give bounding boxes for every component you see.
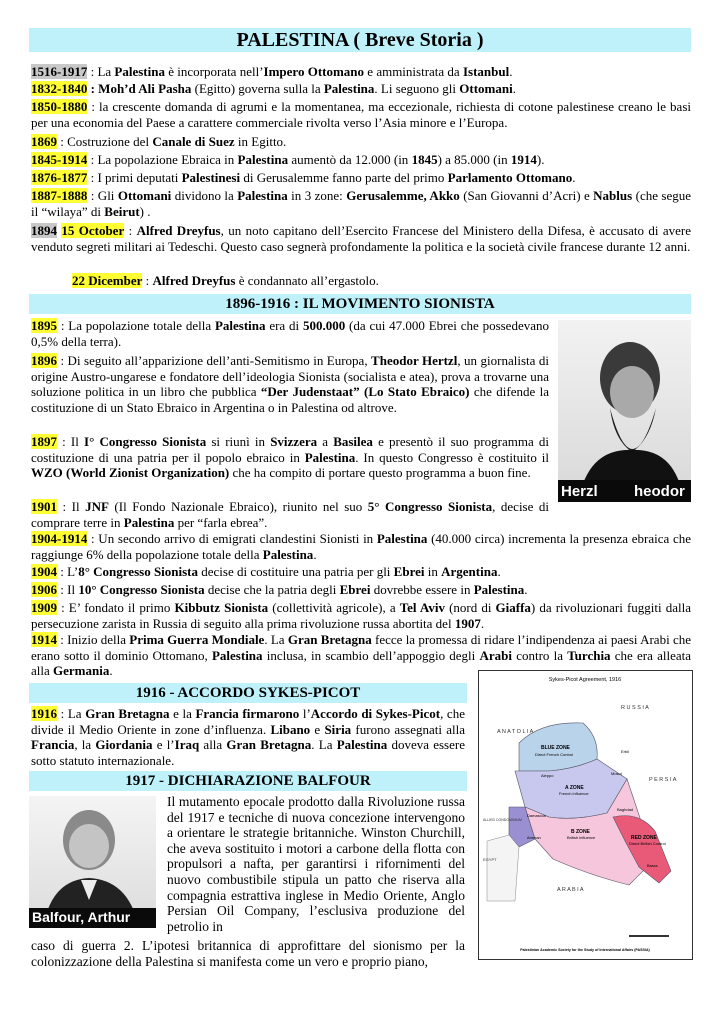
year-label: 1516-1917	[31, 64, 88, 79]
map-label-a-zone-sub: French influence	[559, 791, 589, 796]
map-label-allied: ALLIED CONDOMINIUM	[483, 818, 522, 822]
map-label-arabia: A R A B I A	[557, 887, 584, 893]
entry-1896: 1896 : Di seguito all’apparizione dell’anti-Semitismo in Europa, Theodor Hertzl, un giornalista di origine Austro-ungarese e fondatore dell’ideologia Sionista (socialista e atea), prova a trovarne una soluzione politica in un libro che pubblica “Der Judenstaat” (Lo Stato Ebraico) che difende la costituzione di un Stato Ebraico in Argentina o in Palestina od altrove.	[31, 353, 550, 415]
entry-1916: 1916 : La Gran Bretagna e la Francia firmarono l’Accordo di Sykes-Picot, che divide il Medio Oriente in zone d’influenza. Libano e Siria furono assegnati alla Francia, la Giordania e l’Iraq alla Gran Bretagna. La Palestina doveva essere sotto statuto internazionale.	[31, 706, 465, 768]
year-label: 1876-1877	[31, 170, 88, 185]
year-label: 1845-1914	[31, 152, 88, 167]
photo-caption: Balfour, Arthur	[32, 909, 131, 925]
herzl-photo	[558, 320, 691, 502]
section-title-sykes-picot: 1916 - ACCORDO SYKES-PICOT	[29, 683, 467, 703]
date-label: 15 October	[61, 223, 125, 238]
photo-caption: Herzl	[561, 483, 598, 500]
entry-1909: 1909 : E’ fondato il primo Kibbutz Sionista (collettività agricole), a Tel Aviv (nord di Giaffa) da rivoluzionari fuggiti dalla persecuzione zarista in Russia di seguito alla prima rivoluzione russa abortita del 1907.	[31, 600, 691, 631]
map-label-b-zone: B ZONE	[571, 829, 590, 835]
balfour-paragraph-cont: caso di guerra 2. L’ipotesi britannica di approfittare del sionismo per la colonizzazione della Palestina si manifesta come un vero e proprio piano,	[31, 938, 465, 969]
entry-1901: 1901 : Il JNF (Il Fondo Nazionale Ebraico), riunito nel suo 5° Congresso Sionista, decise di comprare terre in Palestina per “farla ebrea”.	[31, 499, 550, 530]
entry-1906: 1906 : Il 10° Congresso Sionista decise che la patria degli Ebrei dovrebbe essere in Palestina.	[31, 582, 528, 597]
page-title: PALESTINA ( Breve Storia )	[29, 28, 691, 52]
map-city-basra: Basra	[647, 863, 658, 868]
map-label-red-zone: RED ZONE	[631, 835, 657, 841]
photo-caption: heodor	[634, 483, 685, 500]
year-label: 1904	[31, 564, 57, 579]
entry-22-dec: 22 Dicember : Alfred Dreyfus è condannato all’ergastolo.	[72, 273, 379, 288]
map-label-red-zone-sub: Direct British Control	[629, 841, 666, 846]
map-city-mosul: Mosul	[611, 771, 622, 776]
map-city-erbil: Erbil	[621, 749, 630, 754]
year-label: 1887-1888	[31, 188, 88, 203]
entry-1516: 1516-1917 : La Palestina è incorporata nell’Impero Ottomano e amministrata da Istanbul.	[31, 64, 513, 79]
entry-1904-1914: 1904-1914 : Un secondo arrivo di emigrati clandestini Sionisti in Palestina (40.000 circa) incrementa la presenza ebraica che raggiunge 6% della popolazione totale della Palestina.	[31, 531, 691, 562]
map-label-persia: P E R S I A	[649, 777, 677, 783]
entry-1894: 1894 15 October : Alfred Dreyfus, un noto capitano dell’Esercito Francese del Ministero della Difesa, è accusato di avere venduto segreti militari ai Tedeschi. Questo caso segnerà profondamente la politica e la società civile francese durante 12 anni.	[31, 223, 691, 254]
map-scale-bar	[629, 935, 669, 937]
entry-1850: 1850-1880 : la crescente domanda di agrumi e la momentanea, ma eccezionale, richiesta di cotone palestinese creano le basi per una economia del Paese a carattere commerciale rivolta verso l’Asia minore e l’Europa.	[31, 99, 691, 130]
year-label: 1850-1880	[31, 99, 88, 114]
map-label-egypt: EGYPT	[483, 857, 497, 862]
balfour-paragraph: Il mutamento epocale prodotto dalla Rivoluzione russa del 1917 e tecniche di nuova concezione intervengono a orientare le strategie britanniche. Winston Churchill, che aveva sostituito i motori a carbone della flotta con propulsori a nafta, per garantirsi i rifornimenti del nuovo combustibile stipula un patto che riserva alla compagnia estrattiva inglese in Medio Oriente, Anglo Persian Oil Company, l’esclusiva produzione del petrolio in	[167, 794, 465, 934]
map-label-a-zone: A ZONE	[565, 785, 584, 791]
entry-1914: 1914 : Inizio della Prima Guerra Mondiale. La Gran Bretagna fecce la promessa di ridare l’indipendenza ai paesi Arabi che erano sotto il dominio Ottomano, Palestina inclusa, in scambio dell’appoggio degli Arabi contro la Turchia che era alleata alla Germania.	[31, 632, 691, 679]
entry-1845: 1845-1914 : La popolazione Ebraica in Palestina aumentò da 12.000 (in 1845) a 85.000 (in 1914).	[31, 152, 545, 167]
entry-1887: 1887-1888 : Gli Ottomani dividono la Palestina in 3 zone: Gerusalemme, Akko (San Giovanni d’Acri) e Nablus (che segue il “wilaya” di Beirut) .	[31, 188, 692, 219]
year-label: 1909	[31, 600, 57, 615]
map-label-b-zone-sub: British influence	[567, 835, 596, 840]
herzl-portrait-icon	[558, 320, 691, 502]
balfour-photo	[29, 796, 156, 928]
entry-1832: 1832-1840 : Moh’d Ali Pasha (Egitto) governa sulla la Palestina. Li seguono gli Ottomani.	[31, 81, 516, 96]
entry-1876: 1876-1877 : I primi deputati Palestinesi di Gerusalemme fanno parte del primo Parlamento Ottomano.	[31, 170, 576, 185]
year-label: 1901	[31, 499, 57, 514]
year-label: 1906	[31, 582, 57, 597]
entry-1869: 1869 : Costruzione del Canale di Suez in Egitto.	[31, 134, 287, 149]
year-label: 1914	[31, 632, 57, 647]
section-title-balfour: 1917 - DICHIARAZIONE BALFOUR	[29, 771, 467, 791]
entry-1895: 1895 : La popolazione totale della Palestina era di 500.000 (da cui 47.000 Ebrei che possedevano 0,5% della terra).	[31, 318, 549, 349]
year-label: 1869	[31, 134, 57, 149]
year-label: 1897	[31, 434, 57, 449]
year-label: 1895	[31, 318, 57, 333]
map-label-russia: R U S S I A	[621, 705, 649, 711]
year-label: 1894	[31, 223, 57, 238]
map-title: Sykes-Picot Agreement, 1916	[548, 677, 622, 683]
map-city-baghdad: Baghdad	[617, 807, 634, 812]
entry-1897: 1897 : Il I° Congresso Sionista si riunì in Svizzera a Basilea e presentò il suo programma di costituzione di una patria per il popolo ebraico in Palestina. In questo Congresso è costituito il WZO (World Zionist Organization) che ha compito di portare questo programma a buon fine.	[31, 434, 549, 481]
map-label-blue-zone-sub: Direct French Control	[535, 752, 574, 757]
date-label: 22 Dicember	[72, 273, 143, 288]
year-label: 1916	[31, 706, 57, 721]
year-label: 1832-1840	[31, 81, 88, 96]
map-city-damascus: Damascus	[527, 813, 546, 818]
map-footer: Palestinian Academic Society for the Study of International Affairs (PASSIA)	[520, 948, 650, 952]
map-city-amman: Amman	[527, 835, 541, 840]
entry-1904: 1904 : L’8° Congresso Sionista decise di costituire una patria per gli Ebrei in Argentina.	[31, 564, 501, 579]
map-label-anatolia: A N A T O L I A	[497, 729, 534, 735]
map-city-aleppo: Aleppo	[541, 773, 554, 778]
map-label-blue-zone: BLUE ZONE	[541, 745, 570, 751]
year-label: 1896	[31, 353, 57, 368]
section-title-sionismo: 1896-1916 : IL MOVIMENTO SIONISTA	[29, 294, 691, 314]
sykes-picot-map	[478, 670, 693, 960]
year-label: 1904-1914	[31, 531, 88, 546]
